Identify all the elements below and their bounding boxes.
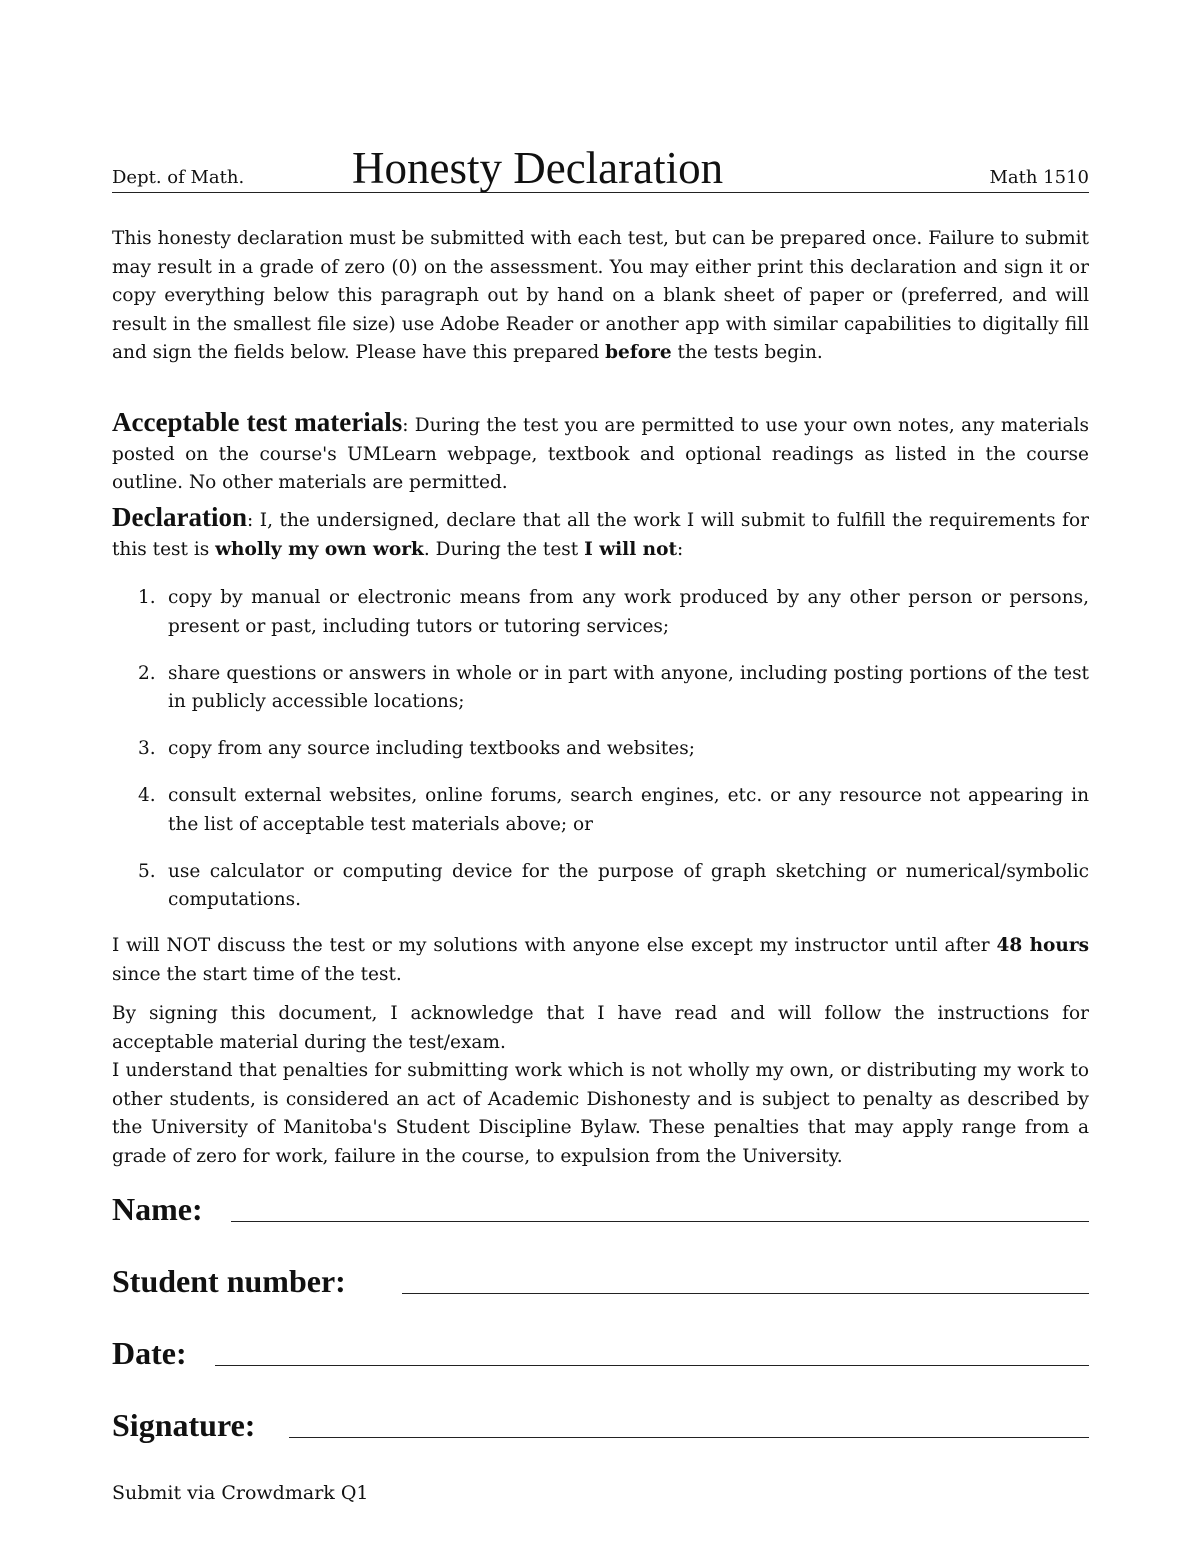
list-item-text: copy by manual or electronic means from any work produced by any other person or persons, present or past, including tutors or tutoring services; — [168, 587, 1089, 637]
declaration-bold-will-not: I will not — [584, 538, 678, 560]
discussion-paragraph — [112, 932, 1089, 989]
acknowledgement-line-2: I understand that penalties for submitting work which is not wholly my own, or distributing my work to other students, is considered an act of Academic Dishonesty and is subject to penalty as described by the University of Manitoba's Student Discipline Bylaw. These penalties that may apply range from a grade of zero for work, failure in the course, to expulsion from the University. — [112, 1060, 1089, 1167]
name-label: Name: — [112, 1191, 203, 1227]
student-number-field[interactable] — [112, 1260, 1089, 1300]
list-item — [112, 858, 1089, 915]
list-item-text: share questions or answers in whole or in part with anyone, including posting portions of the test in publicly accessible locations; — [168, 662, 1089, 712]
declaration-bold-own-work: wholly my own work — [215, 538, 424, 560]
date-field[interactable] — [112, 1332, 1089, 1372]
discussion-bold-hours: 48 hours — [996, 935, 1090, 956]
materials-heading: Acceptable test materials — [112, 407, 403, 437]
prohibited-actions-list — [112, 584, 1089, 933]
date-input-line[interactable] — [215, 1365, 1089, 1366]
declaration-text-end: : — [677, 538, 684, 560]
list-item-number: 4. — [138, 785, 156, 806]
signature-label: Signature: — [112, 1407, 256, 1443]
declaration-text-mid: . During the test — [423, 538, 585, 560]
list-item — [112, 782, 1089, 839]
list-item-text: copy from any source including textbooks and websites; — [168, 738, 695, 759]
list-item-number: 1. — [138, 587, 156, 608]
list-item — [112, 584, 1089, 641]
intro-bold-before: before — [605, 342, 672, 363]
date-label: Date: — [112, 1335, 187, 1371]
discussion-text-end: since the start time of the test. — [112, 963, 402, 985]
declaration-paragraph — [112, 503, 1089, 564]
list-item — [112, 735, 1089, 764]
department-label: Dept. of Math. — [112, 167, 245, 188]
discussion-text: I will NOT discuss the test or my solutions with anyone else except my instructor until after — [112, 935, 997, 956]
signature-field[interactable] — [112, 1404, 1089, 1444]
list-item-text: consult external websites, online forums, search engines, etc. or any resource not appearing in the list of acceptable test materials above; or — [168, 785, 1089, 835]
name-input-line[interactable] — [231, 1221, 1089, 1222]
list-item-text: use calculator or computing device for the purpose of graph sketching or numerical/symbolic computations. — [168, 860, 1089, 910]
submission-note: Submit via Crowdmark Q1 — [112, 1482, 369, 1504]
materials-paragraph — [112, 408, 1089, 498]
page-title: Honesty Declaration — [352, 143, 724, 193]
student-number-label: Student number: — [112, 1263, 346, 1299]
acknowledgement-paragraph — [112, 1000, 1089, 1171]
document-header — [112, 140, 1089, 193]
intro-text: This honesty declaration must be submitted with each test, but can be prepared once. Failure to submit may result in a grade of zero (0) on the assessment. You may either print this declaration and sign it or copy everything below this paragraph out by hand on a blank sheet of paper or (preferred, and will result in the smallest file size) use Adobe Reader or another app with similar capabilities to digitally fill and sign the fields below. Please have this prepared — [112, 228, 1089, 363]
materials-text: : During the test you are permitted to use your own notes, any materials posted on the course's UMLearn webpage, textbook and optional readings as listed in the course outline. No other materials are permitted. — [112, 415, 1089, 493]
signature-input-line[interactable] — [289, 1437, 1089, 1438]
name-field[interactable] — [112, 1188, 1089, 1228]
list-item-number: 2. — [138, 662, 156, 684]
declaration-text: : I, the undersigned, declare that all the work I will submit to fulfill the requirements for this test is — [112, 510, 1089, 560]
student-number-input-line[interactable] — [402, 1293, 1089, 1294]
intro-paragraph — [112, 225, 1089, 368]
course-code: Math 1510 — [989, 167, 1089, 188]
acknowledgement-line-1: By signing this document, I acknowledge that I have read and will follow the instructions for acceptable material during the test/exam. — [112, 1003, 1089, 1053]
list-item — [112, 660, 1089, 717]
list-item-number: 3. — [138, 738, 156, 759]
declaration-heading: Declaration — [112, 502, 247, 532]
list-item-number: 5. — [138, 860, 156, 882]
intro-text-end: the tests begin. — [671, 342, 823, 363]
